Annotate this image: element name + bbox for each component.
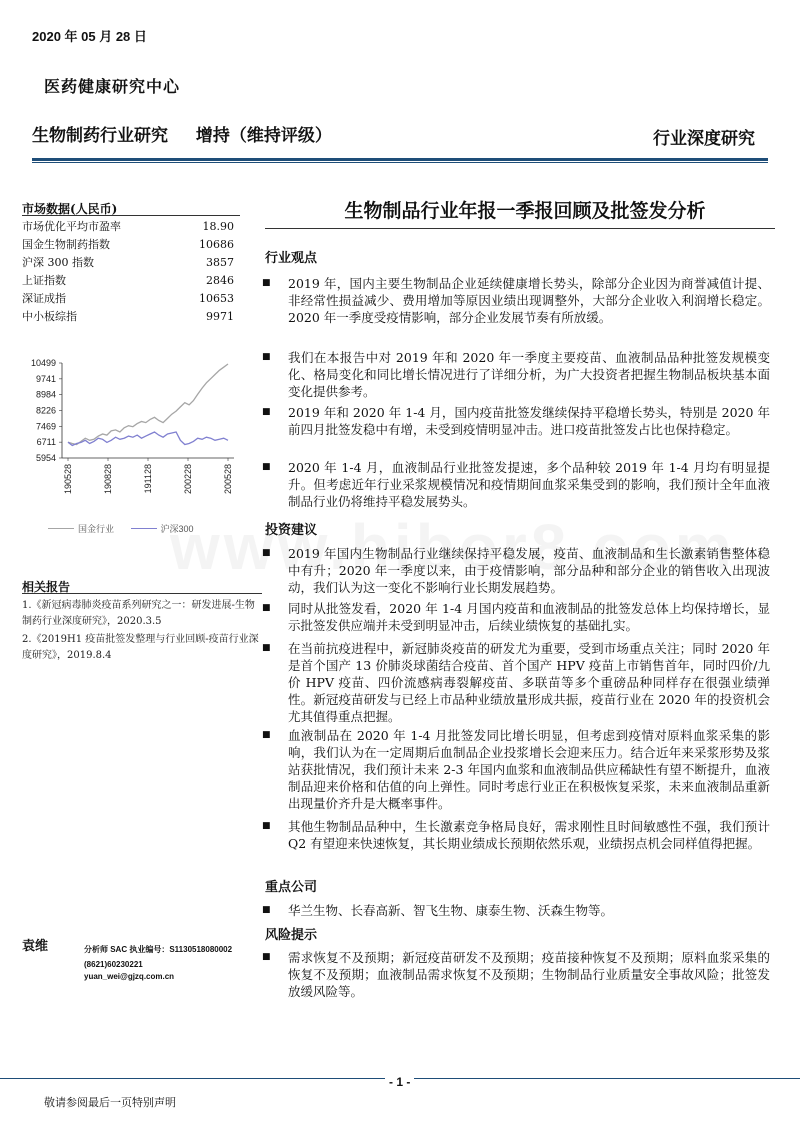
related-reports-title: 相关报告 (22, 580, 71, 594)
market-data-table (22, 217, 240, 325)
industry-label: 生物制药行业研究 (32, 126, 168, 146)
related-reports-list (22, 598, 260, 666)
market-label: 沪深 300 指数 (22, 256, 94, 269)
list-item: ■ 在当前抗疫进程中，新冠肺炎疫苗的研发尤为重要，受到市场重点关注；同时 2020 年是首个国产 13 价肺炎球菌结合疫苗、首个国产 HPV 疫苗上市销售首年，同时四价/九价 HPV 疫苗、四价流感病毒裂解疫苗、多联苗等多个重磅品种同样存在很强业绩弹性。新冠疫苗研发与已经上市品种业绩放量形成共振，疫苗行业在 2020 年的投资机会尤其值得重点把握。 (262, 641, 770, 724)
section-title-view: 行业观点 (265, 251, 318, 266)
market-value: 18.90 (202, 219, 234, 233)
section-title-companies: 重点公司 (265, 880, 318, 895)
bullet-icon: ■ (262, 603, 271, 613)
list-item: ■ 2019 年，国内主要生物制品企业延续健康增长势头，除部分企业因为商誉减值计提、非经常性损益减少、费用增加等原因业绩出现调整外，大部分企业收入利润增长稳定。2020 年一季度受疫情影响，部分企业发展节奏有所放缓。 (262, 276, 770, 325)
analyst-name: 袁维 (22, 939, 49, 954)
section-title-risk: 风险提示 (265, 928, 318, 943)
y-tick-label: 7469 (35, 421, 56, 432)
x-tick-label: 190528 (63, 464, 73, 495)
title-rule (265, 228, 775, 229)
market-value: 2846 (206, 273, 234, 287)
bullet-icon: ■ (262, 352, 271, 362)
section-title-advice: 投资建议 (265, 523, 318, 538)
header-rule-thin (32, 162, 768, 163)
analyst-email: yuan_wei@gjzq.com.cn (84, 972, 175, 981)
legend-label: 沪深300 (160, 524, 194, 534)
rating-label: 增持（维持评级） (195, 126, 332, 146)
bullet-icon: ■ (262, 730, 271, 740)
y-tick-label: 9741 (35, 373, 56, 384)
list-item: ■ 血液制品在 2020 年 1-4 月批签发同比增长明显，但考虑到疫情对原料血浆采集的影响，我们认为在一定周期后血制品企业投浆增长会迎来压力。结合近年来采浆形势及浆站获批情况，我们预计未来 2-3 年国内血浆和血液制品供应稀缺性有望不断提升，血液制品迎来价格和估值的向上弹性。同时考虑行业正在积极恢复采浆，未来血液制品重新出现量价齐升是大概率事件。 (262, 728, 770, 811)
analyst-details (84, 944, 274, 983)
list-item: ■ 我们在本报告中对 2019 年和 2020 年一季度主要疫苗、血液制品品种批签发规模变化、格局变化和同比增长情况进行了详细分析，为广大投资者把握生物制品板块基本面变化提供参考。 (262, 350, 770, 399)
table-row (22, 289, 240, 307)
series-line-industry (68, 364, 228, 445)
table-row (22, 307, 240, 325)
report-type: 行业深度研究 (653, 129, 755, 149)
market-label: 深证成指 (22, 292, 66, 305)
list-item: 1.《新冠病毒肺炎疫苗系列研究之一：研发进展-生物制药行业深度研究》，2020.3.5 (22, 600, 255, 627)
table-row (22, 235, 240, 253)
header-title-row (32, 121, 354, 146)
list-item: ■ 2019 年和 2020 年 1-4 月，国内疫苗批签发继续保持平稳增长势头，特别是 2020 年前四月批签发稳中有增，未受到疫情明显冲击。进口疫苗批签发占比也保持稳定。 (262, 405, 770, 437)
legend-swatch-industry (48, 528, 74, 529)
page-title: 生物制品行业年报一季报回顾及批签发分析 (344, 200, 706, 222)
legend-label: 国金行业 (78, 524, 115, 534)
bullet-icon: ■ (262, 821, 271, 831)
bullet-icon: ■ (262, 462, 271, 472)
list-item: 2.《2019H1 疫苗批签发整理与行业回顾-疫苗行业深度研究》，2019.8.4 (22, 634, 259, 661)
y-tick-label: 8226 (35, 405, 56, 416)
x-tick-label: 200528 (223, 464, 233, 495)
chart-legend (48, 521, 208, 535)
market-label: 国金生物制药指数 (22, 238, 110, 251)
header-rule (32, 158, 768, 161)
list-item: ■ 同时从批签发看，2020 年 1-4 月国内疫苗和血液制品的批签发总体上均保持增长，显示批签发供应端并未受到明显冲击，后续业绩恢复的基础扎实。 (262, 601, 770, 633)
table-row (22, 217, 240, 235)
bullet-icon: ■ (262, 952, 271, 962)
market-label: 市场优化平均市盈率 (22, 220, 121, 233)
market-value: 10653 (199, 291, 234, 305)
market-value: 9971 (206, 309, 234, 323)
bullet-icon: ■ (262, 407, 271, 417)
legend-item (131, 522, 194, 535)
related-reports-rule (22, 593, 262, 594)
bullet-icon: ■ (262, 548, 271, 558)
bullet-icon: ■ (262, 643, 271, 653)
x-tick-label: 200228 (183, 464, 193, 495)
y-tick-label: 6711 (36, 437, 56, 448)
market-value: 10686 (199, 237, 234, 251)
table-row (22, 253, 240, 271)
x-tick-label: 190828 (103, 464, 113, 495)
market-label: 中小板综指 (22, 310, 77, 323)
index-chart (22, 355, 242, 515)
market-label: 上证指数 (22, 274, 66, 287)
list-item: ■ 华兰生物、长春高新、智飞生物、康泰生物、沃森生物等。 (262, 903, 614, 918)
x-tick-label: 191128 (143, 464, 153, 494)
list-item: ■ 2020 年 1-4 月，血液制品行业批签发提速，多个品种较 2019 年 1-4 月均有明显提升。但考虑近年行业采浆规模情况和疫情期间血浆采集受到的影响，我们预计全年血液制品行业仍将维持平稳发展势头。 (262, 460, 770, 509)
department-name: 医药健康研究中心 (44, 77, 181, 96)
list-item: ■ 其他生物制品品种中，生长激素竞争格局良好，需求刚性且时间敏感性不强，我们预计 Q2 有望迎来快速恢复，其长期业绩成长预期依然乐观，业绩拐点机会同样值得把握。 (262, 819, 770, 851)
page-number: - 1 - (385, 1075, 414, 1089)
market-value: 3857 (206, 255, 234, 269)
bullet-icon: ■ (262, 905, 271, 915)
analyst-sac: 分析师 SAC 执业编号：S1130518080002 (84, 945, 233, 954)
market-data-rule (22, 215, 240, 216)
market-data-title: 市场数据(人民币) (22, 202, 118, 216)
legend-item (48, 522, 114, 535)
analyst-phone: (8621)60230221 (84, 960, 143, 969)
bullet-icon: ■ (262, 278, 271, 288)
series-line-hs300 (68, 432, 228, 446)
list-item: ■ 2019 年国内生物制品行业继续保持平稳发展，疫苗、血液制品和生长激素销售整体稳中有升；2020 年一季度以来，由于疫情影响，部分品种和部分企业的销售收入出现波动，我们认为这一变化不影响行业长期发展趋势。 (262, 546, 770, 595)
report-date: 2020 年 05 月 28 日 (32, 29, 147, 44)
y-tick-label: 10499 (30, 358, 56, 368)
disclaimer: 敬请参阅最后一页特别声明 (44, 1096, 176, 1109)
legend-swatch-hs300 (131, 528, 157, 529)
table-row (22, 271, 240, 289)
y-tick-label: 8984 (35, 389, 56, 400)
y-tick-label: 5954 (35, 453, 56, 463)
list-item: ■ 需求恢复不及预期；新冠疫苗研发不及预期；疫苗接种恢复不及预期；原料血浆采集的恢复不及预期；血液制品需求恢复不及预期；生物制品行业质量安全事故风险；批签发放缓风险等。 (262, 950, 770, 999)
